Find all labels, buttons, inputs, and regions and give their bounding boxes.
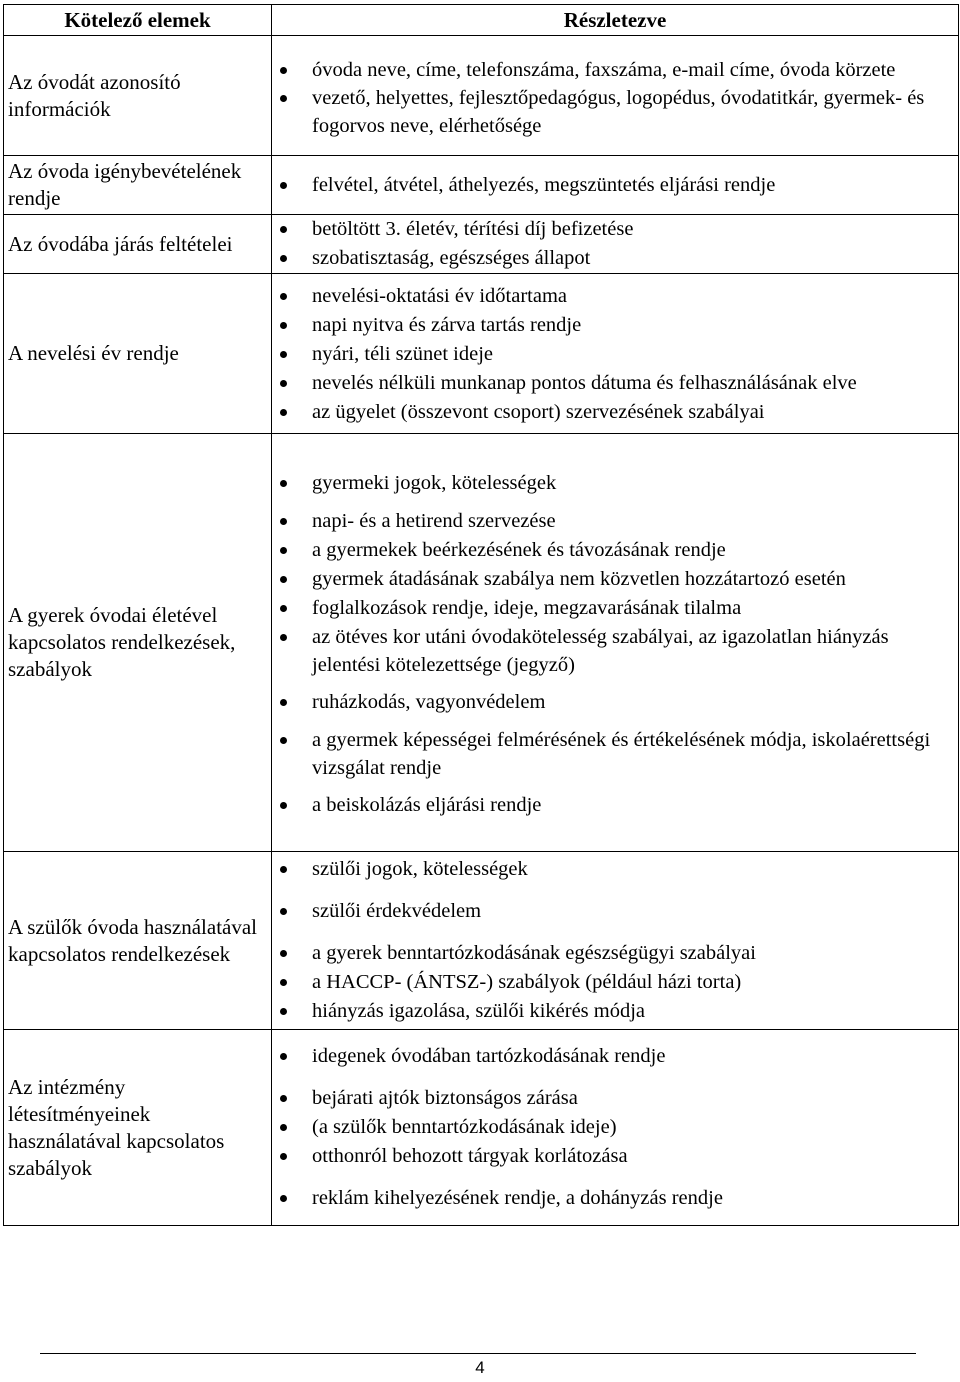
bullet-item: [278, 688, 958, 717]
bullet-text: gyermek átadásának szabálya nem közvetlen hozzátartozó esetén: [312, 568, 846, 590]
bullet-item: [278, 726, 958, 782]
bullet-icon: [280, 950, 287, 957]
group-spacer: [278, 498, 958, 507]
bullet-group: [278, 1084, 958, 1171]
group-spacer: [278, 926, 958, 939]
bullet-item: [278, 469, 958, 498]
details-cell: [272, 156, 959, 215]
bullet-text: az ötéves kor utáni óvodakötelesség szabályai, az igazolatlan hiányzás jelentési kötelezettsége (jegyző): [312, 626, 889, 676]
table-header-row: [4, 5, 959, 36]
bullet-icon: [280, 979, 287, 986]
table-row: [4, 156, 959, 215]
bullet-icon: [280, 547, 287, 554]
bullet-group: [278, 1042, 958, 1071]
bullet-group: [278, 56, 958, 140]
table-body: [4, 36, 959, 1226]
bullet-text: óvoda neve, címe, telefonszáma, faxszáma, e-mail címe, óvoda körzete: [312, 58, 896, 81]
bullet-text: nevelési-oktatási év időtartama: [312, 285, 568, 307]
bullet-item: [278, 282, 958, 311]
bullet-icon: [280, 95, 287, 102]
bullet-item: [278, 1042, 958, 1071]
bullet-group: [278, 688, 958, 717]
bullet-item: [278, 171, 958, 200]
bullet-text: nevelés nélküli munkanap pontos dátuma és felhasználásának elve: [312, 372, 857, 394]
bullet-group: [278, 171, 958, 200]
bullet-text: felvétel, átvétel, áthelyezés, megszüntetés eljárási rendje: [312, 173, 776, 196]
group-spacer: [278, 1071, 958, 1084]
details-cell: [272, 274, 959, 434]
required-element-cell: A szülők óvoda használatával kapcsolatos rendelkezések: [4, 852, 272, 1030]
bullet-icon: [280, 480, 287, 487]
bullet-group: [278, 855, 958, 884]
bullet-item: [278, 997, 958, 1026]
bullet-item: [278, 565, 958, 594]
table-row: [4, 274, 959, 434]
bullet-text: a gyermekek beérkezésének és távozásának rendje: [312, 539, 726, 561]
details-cell: [272, 852, 959, 1030]
bullet-item: [278, 507, 958, 536]
bullet-icon: [280, 518, 287, 525]
bullet-icon: [280, 1095, 287, 1102]
bullet-item: [278, 791, 958, 820]
group-spacer: [278, 717, 958, 726]
bullet-item: [278, 623, 958, 679]
bullet-item: [278, 939, 958, 968]
details-cell: [272, 36, 959, 156]
bullet-group: [278, 1184, 958, 1213]
bullet-text: az ügyelet (összevont csoport) szervezésének szabályai: [312, 401, 765, 423]
bullet-icon: [280, 1153, 287, 1160]
bullet-text: bejárati ajtók biztonságos zárása: [312, 1087, 578, 1109]
group-spacer: [278, 1171, 958, 1184]
bullet-item: [278, 855, 958, 884]
bullet-icon: [280, 1053, 287, 1060]
bullet-item: [278, 244, 958, 273]
page-number: 4: [475, 1358, 485, 1377]
group-spacer: [278, 679, 958, 688]
table-row: [4, 852, 959, 1030]
header-details: Részletezve: [272, 5, 959, 36]
details-cell: [272, 215, 959, 274]
group-spacer: [278, 884, 958, 897]
bullet-text: idegenek óvodában tartózkodásának rendje: [312, 1045, 666, 1067]
bullet-group: [278, 215, 958, 273]
required-element-cell: Az óvoda igénybevételének rendje: [4, 156, 272, 215]
table-row: [4, 1030, 959, 1226]
bullet-item: [278, 1084, 958, 1113]
bullet-icon: [280, 802, 287, 809]
bullet-icon: [280, 409, 287, 416]
bullet-icon: [280, 908, 287, 915]
bullet-text: otthonról behozott tárgyak korlátozása: [312, 1145, 628, 1167]
bullet-group: [278, 791, 958, 820]
bullet-icon: [280, 182, 287, 189]
bullet-icon: [280, 634, 287, 641]
bullet-item: [278, 1142, 958, 1171]
bullet-item: [278, 369, 958, 398]
bullet-icon: [280, 226, 287, 233]
bullet-icon: [280, 866, 287, 873]
bullet-group: [278, 507, 958, 679]
bullet-item: [278, 215, 958, 244]
bullet-group: [278, 939, 958, 1026]
bullet-icon: [280, 605, 287, 612]
bullet-icon: [280, 380, 287, 387]
bullet-text: a gyerek benntartózkodásának egészségügyi szabályai: [312, 942, 756, 964]
bullet-icon: [280, 699, 287, 706]
bullet-item: [278, 56, 958, 84]
bullet-icon: [280, 67, 287, 74]
bullet-text: napi nyitva és zárva tartás rendje: [312, 314, 582, 336]
bullet-item: [278, 897, 958, 926]
bullet-item: [278, 340, 958, 369]
bullet-icon: [280, 1195, 287, 1202]
bullet-icon: [280, 293, 287, 300]
bullet-item: [278, 968, 958, 997]
bullet-text: (a szülők benntartózkodásának ideje): [312, 1116, 617, 1138]
bullet-text: betöltött 3. életév, térítési díj befizetése: [312, 218, 634, 240]
bullet-icon: [280, 737, 287, 744]
bullet-group: [278, 469, 958, 498]
required-element-cell: Az óvodát azonosító információk: [4, 36, 272, 156]
bullet-text: gyermeki jogok, kötelességek: [312, 472, 557, 494]
bullet-text: szülői jogok, kötelességek: [312, 858, 528, 880]
bullet-icon: [280, 1008, 287, 1015]
details-cell: [272, 1030, 959, 1226]
required-element-cell: Az intézmény létesítményeinek használatával kapcsolatos szabályok: [4, 1030, 272, 1226]
bullet-text: hiányzás igazolása, szülői kikérés módja: [312, 1000, 646, 1022]
bullet-group: [278, 282, 958, 427]
bullet-text: szobatisztaság, egészséges állapot: [312, 247, 591, 269]
bullet-text: ruházkodás, vagyonvédelem: [312, 691, 546, 713]
bullet-icon: [280, 351, 287, 358]
details-cell: [272, 434, 959, 852]
bullet-text: a gyermek képességei felmérésének és értékelésének módja, iskolaérettségi vizsgálat rendje: [312, 729, 931, 779]
required-element-cell: Az óvodába járás feltételei: [4, 215, 272, 274]
bullet-text: vezető, helyettes, fejlesztőpedagógus, logopédus, óvodatitkár, gyermek- és fogorvos neve, elérhetősége: [312, 86, 925, 137]
bullet-icon: [280, 255, 287, 262]
bullet-icon: [280, 1124, 287, 1131]
bullet-text: nyári, téli szünet ideje: [312, 343, 494, 365]
table-row: [4, 215, 959, 274]
bullet-text: foglalkozások rendje, ideje, megzavarásának tilalma: [312, 597, 742, 619]
bullet-icon: [280, 322, 287, 329]
bullet-item: [278, 594, 958, 623]
bullet-item: [278, 1184, 958, 1213]
bullet-text: a HACCP- (ÁNTSZ-) szabályok (például házi torta): [312, 971, 742, 993]
bullet-text: napi- és a hetirend szervezése: [312, 510, 556, 532]
bullet-text: reklám kihelyezésének rendje, a dohányzás rendje: [312, 1187, 723, 1209]
bullet-text: a beiskolázás eljárási rendje: [312, 794, 542, 816]
bullet-text: szülői érdekvédelem: [312, 900, 482, 922]
bullet-group: [278, 726, 958, 782]
bullet-icon: [280, 576, 287, 583]
requirements-table: [3, 4, 959, 1226]
bullet-item: [278, 398, 958, 427]
bullet-item: [278, 1113, 958, 1142]
bullet-item: [278, 84, 958, 140]
table-row: [4, 434, 959, 852]
required-element-cell: A nevelési év rendje: [4, 274, 272, 434]
bullet-group: [278, 897, 958, 926]
group-spacer: [278, 782, 958, 791]
header-required-elements: Kötelező elemek: [4, 5, 272, 36]
table-row: [4, 36, 959, 156]
required-element-cell: A gyerek óvodai életével kapcsolatos rendelkezések, szabályok: [4, 434, 272, 852]
bullet-item: [278, 536, 958, 565]
footer-divider: [40, 1353, 916, 1354]
bullet-item: [278, 311, 958, 340]
